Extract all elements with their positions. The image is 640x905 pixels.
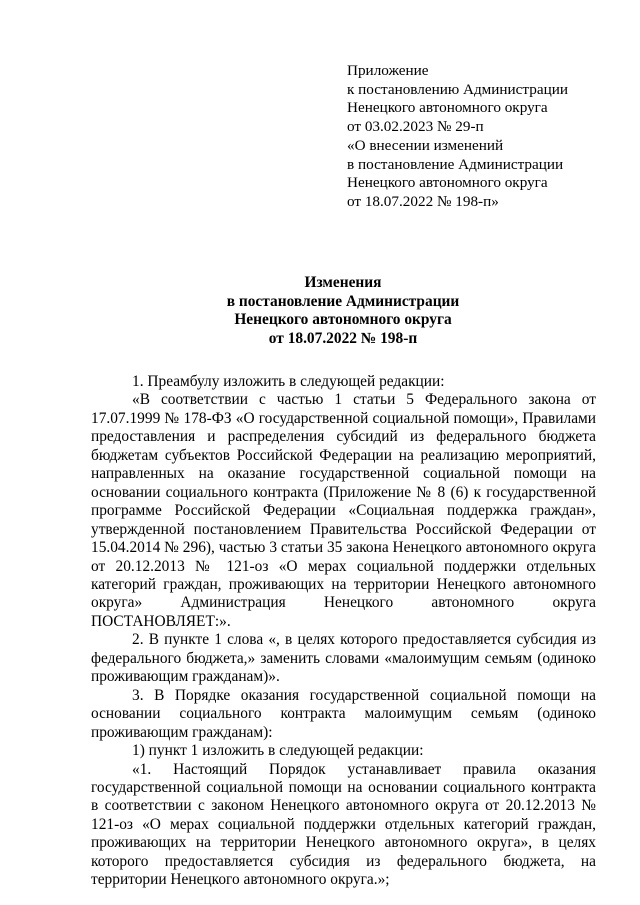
title-line: Ненецкого автономного округа [234,311,452,328]
appendix-line: от 18.07.2022 № 198-п» [347,192,499,210]
document-title [90,274,596,348]
paragraph-new-text: «1. Настоящий Порядок устанавливает правила оказания государственной социальной помощи на основании социального контракта в соответствии с законом Ненецкого автономного округа от 20.12.2013 № 121-оз «О мерах социальной поддержки отдельных категорий граждан, проживающих на территории Ненецкого автономного округа», в целях которого предоставляется субсидия из федерального бюджета, на территории Ненецкого автономного округа.»; [91,760,596,889]
appendix-line: от 03.02.2023 № 29-п [347,118,484,136]
appendix-line: Ненецкого автономного округа [347,99,548,117]
appendix-line: Ненецкого автономного округа [347,174,548,192]
paragraph-preamble: «В соответствии с частью 1 статьи 5 Федерального закона от 17.07.1999 № 178-ФЗ «О государственной социальной помощи», Правилами предоставления и распределения субсидий из федерального бюджета бюджетам субъектов Российской Федерации на реализацию мероприятий, направленных на оказание государственной социальной помощи на основании социального контракта (Приложение № 8 (6) к государственной программе Российской Федерации «Социальная поддержка граждан», утвержденной постановлением Правительства Российской Федерации от 15.04.2014 № 296), частью 3 статьи 35 закона Ненецкого автономного округа от 20.12.2013 № 121-оз «О мерах социальной поддержки отдельных категорий граждан, проживающих на территории Ненецкого автономного округа» Администрация Ненецкого автономного округа ПОСТАНОВЛЯЕТ:». [91,391,596,630]
paragraph-subitem-1: 1) пункт 1 изложить в следующей редакции: [132,742,424,760]
appendix-line: Приложение [347,62,429,79]
appendix-line: к постановлению Администрации [347,80,568,98]
appendix-line: в постановление Администрации [347,155,564,173]
document-body [91,373,596,890]
paragraph-item-1: 1. Преамбулу изложить в следующей редакции: [132,373,445,390]
appendix-header [347,62,617,212]
paragraph-item-2: 2. В пункте 1 слова «, в целях которого предоставляется субсидия из федерального бюджета,» заменить словами «малоимущим семьям (одиноко проживающим гражданам)». [91,631,596,686]
paragraph-item-3: 3. В Порядке оказания государственной социальной помощи на основании социального контракта малоимущим семьям (одиноко проживающим гражданам): [91,686,596,741]
title-line: в постановление Администрации [226,292,460,310]
title-line: Изменения [304,274,382,291]
title-line: от 18.07.2022 № 198-п [268,329,418,347]
appendix-line: «О внесении изменений [347,136,504,154]
